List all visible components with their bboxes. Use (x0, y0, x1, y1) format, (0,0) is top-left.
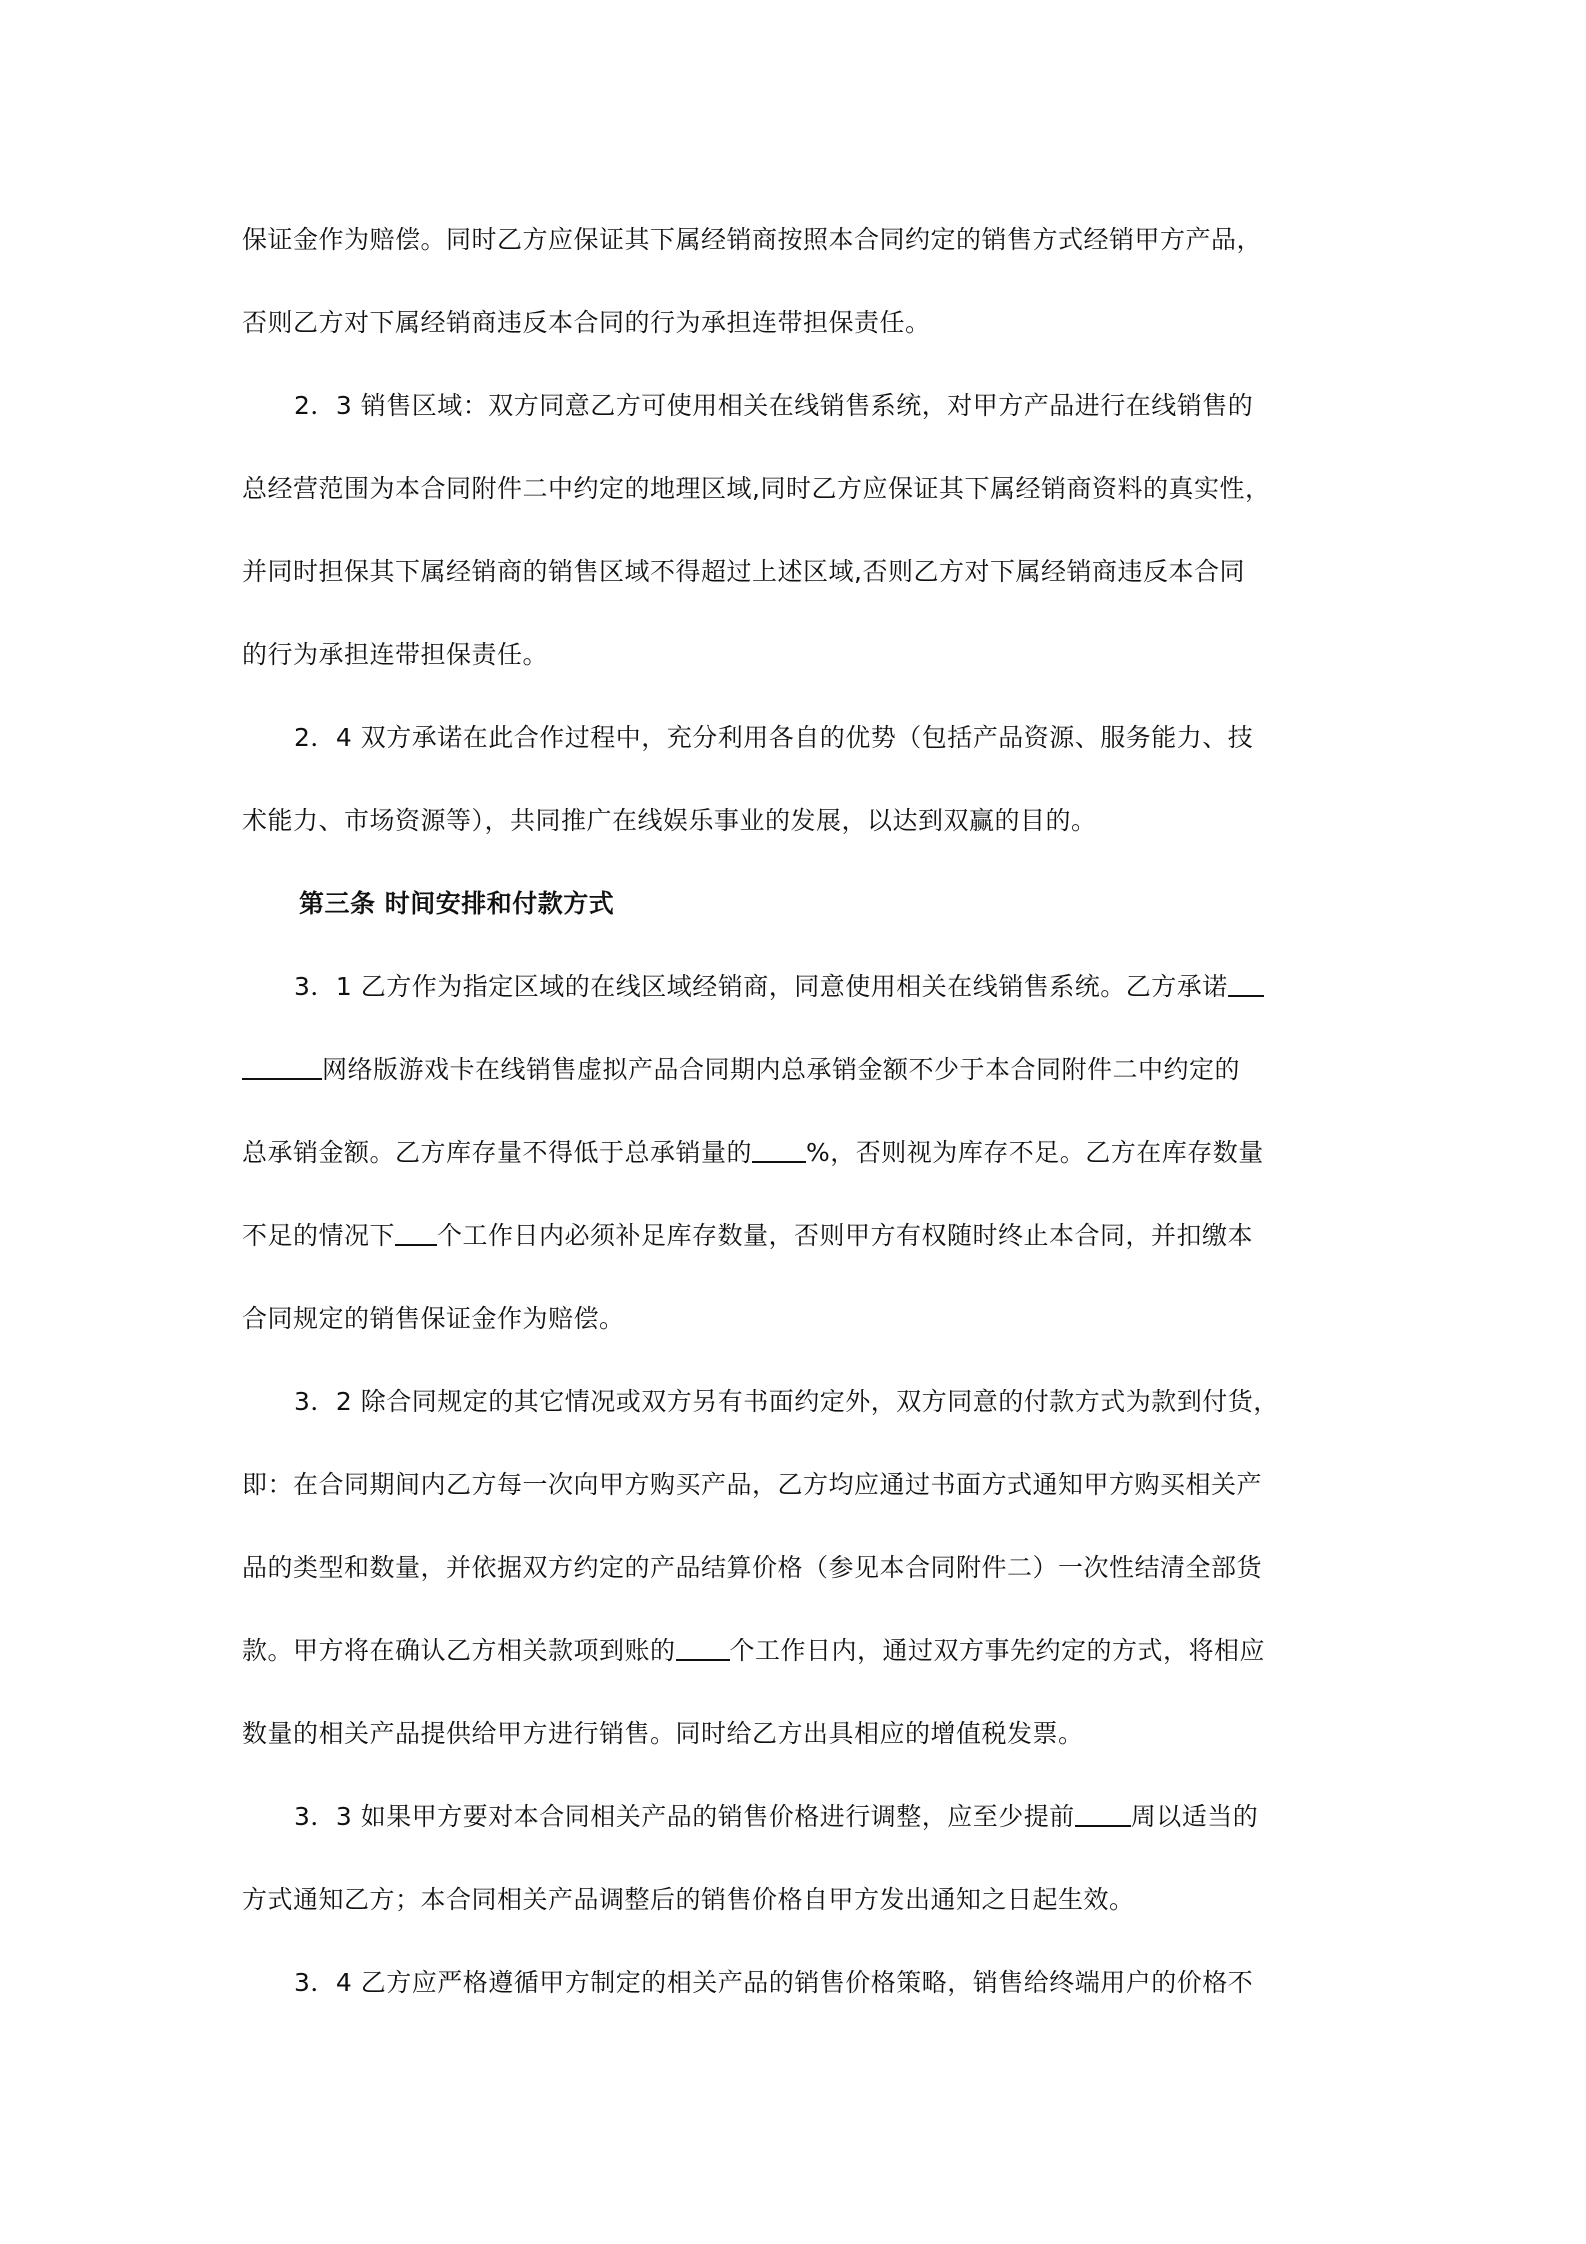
section-2-3-line: 并同时担保其下属经销商的销售区域不得超过上述区域,否则乙方对下属经销商违反本合同 (242, 557, 1245, 586)
section-3-2-line: 即：在合同期间内乙方每一次向甲方购买产品，乙方均应通过书面方式通知甲方购买相关产 (242, 1470, 1263, 1499)
section-3-1-line (242, 1028, 1350, 1111)
article-3-heading: 第三条 时间安排和付款方式 (299, 889, 615, 918)
section-3-1-text: %，否则视为库存不足。乙方在库存数量 (806, 1138, 1264, 1167)
fill-in-blank (676, 1635, 730, 1661)
section-3-1-text: 不足的情况下 (242, 1221, 396, 1250)
section-2-4-line: 2．4 双方承诺在此合作过程中，充分利用各自的优势（包括产品资源、服务能力、技 (294, 723, 1254, 752)
fill-in-blank (1075, 1801, 1131, 1827)
section-3-1-text: 个工作日内必须补足库存数量，否则甲方有权随时终止本合同，并扣缴本 (437, 1221, 1254, 1250)
paragraph-line: 否则乙方对下属经销商违反本合同的行为承担连带担保责任。 (242, 308, 931, 337)
section-3-2-line: 品的类型和数量，并依据双方约定的产品结算价格（参见本合同附件二）一次性结清全部货 (242, 1553, 1263, 1582)
section-3-3-text: 3．3 如果甲方要对本合同相关产品的销售价格进行调整，应至少提前 (294, 1802, 1075, 1831)
section-3-3-line (242, 1775, 1350, 1858)
fill-in-blank (242, 1054, 322, 1080)
section-2-3-line: 2．3 销售区域：双方同意乙方可使用相关在线销售系统，对甲方产品进行在线销售的 (294, 391, 1254, 420)
section-3-1-line (242, 945, 1350, 1028)
section-3-4-line: 3．4 乙方应严格遵循甲方制定的相关产品的销售价格策略，销售给终端用户的价格不 (294, 1968, 1254, 1997)
section-3-2-text: 个工作日内，通过双方事先约定的方式，将相应 (729, 1636, 1266, 1665)
section-3-1-line (242, 1111, 1350, 1194)
section-2-3-line: 的行为承担连带担保责任。 (242, 640, 549, 669)
fill-in-blank (1228, 971, 1264, 997)
section-3-3-line: 方式通知乙方；本合同相关产品调整后的销售价格自甲方发出通知之日起生效。 (242, 1885, 1135, 1914)
section-3-3-text: 周以适当的 (1130, 1802, 1259, 1831)
section-3-1-text: 网络版游戏卡在线销售虚拟产品合同期内总承销金额不少于本合同附件二中约定的 (322, 1055, 1241, 1084)
section-2-4-line: 术能力、市场资源等），共同推广在线娱乐事业的发展，以达到双赢的目的。 (242, 806, 1097, 835)
paragraph-line: 保证金作为赔偿。同时乙方应保证其下属经销商按照本合同约定的销售方式经销甲方产品， (242, 225, 1263, 254)
section-3-1-text: 总承销金额。乙方库存量不得低于总承销量的 (242, 1138, 753, 1167)
fill-in-blank (752, 1137, 806, 1163)
section-3-1-line: 合同规定的销售保证金作为赔偿。 (242, 1304, 625, 1333)
section-3-2-line: 3．2 除合同规定的其它情况或双方另有书面约定外，双方同意的付款方式为款到付货， (294, 1387, 1279, 1416)
section-3-2-line (242, 1609, 1350, 1692)
section-3-2-line: 数量的相关产品提供给甲方进行销售。同时给乙方出具相应的增值税发票。 (242, 1719, 1084, 1748)
fill-in-blank (395, 1220, 437, 1246)
section-3-1-text: 3．1 乙方作为指定区域的在线区域经销商，同意使用相关在线销售系统。乙方承诺 (294, 972, 1228, 1001)
section-3-1-line (242, 1194, 1350, 1277)
section-2-3-line: 总经营范围为本合同附件二中约定的地理区域,同时乙方应保证其下属经销商资料的真实性， (242, 474, 1271, 503)
section-3-2-text: 款。甲方将在确认乙方相关款项到账的 (242, 1636, 676, 1665)
document-body (242, 198, 1350, 2024)
